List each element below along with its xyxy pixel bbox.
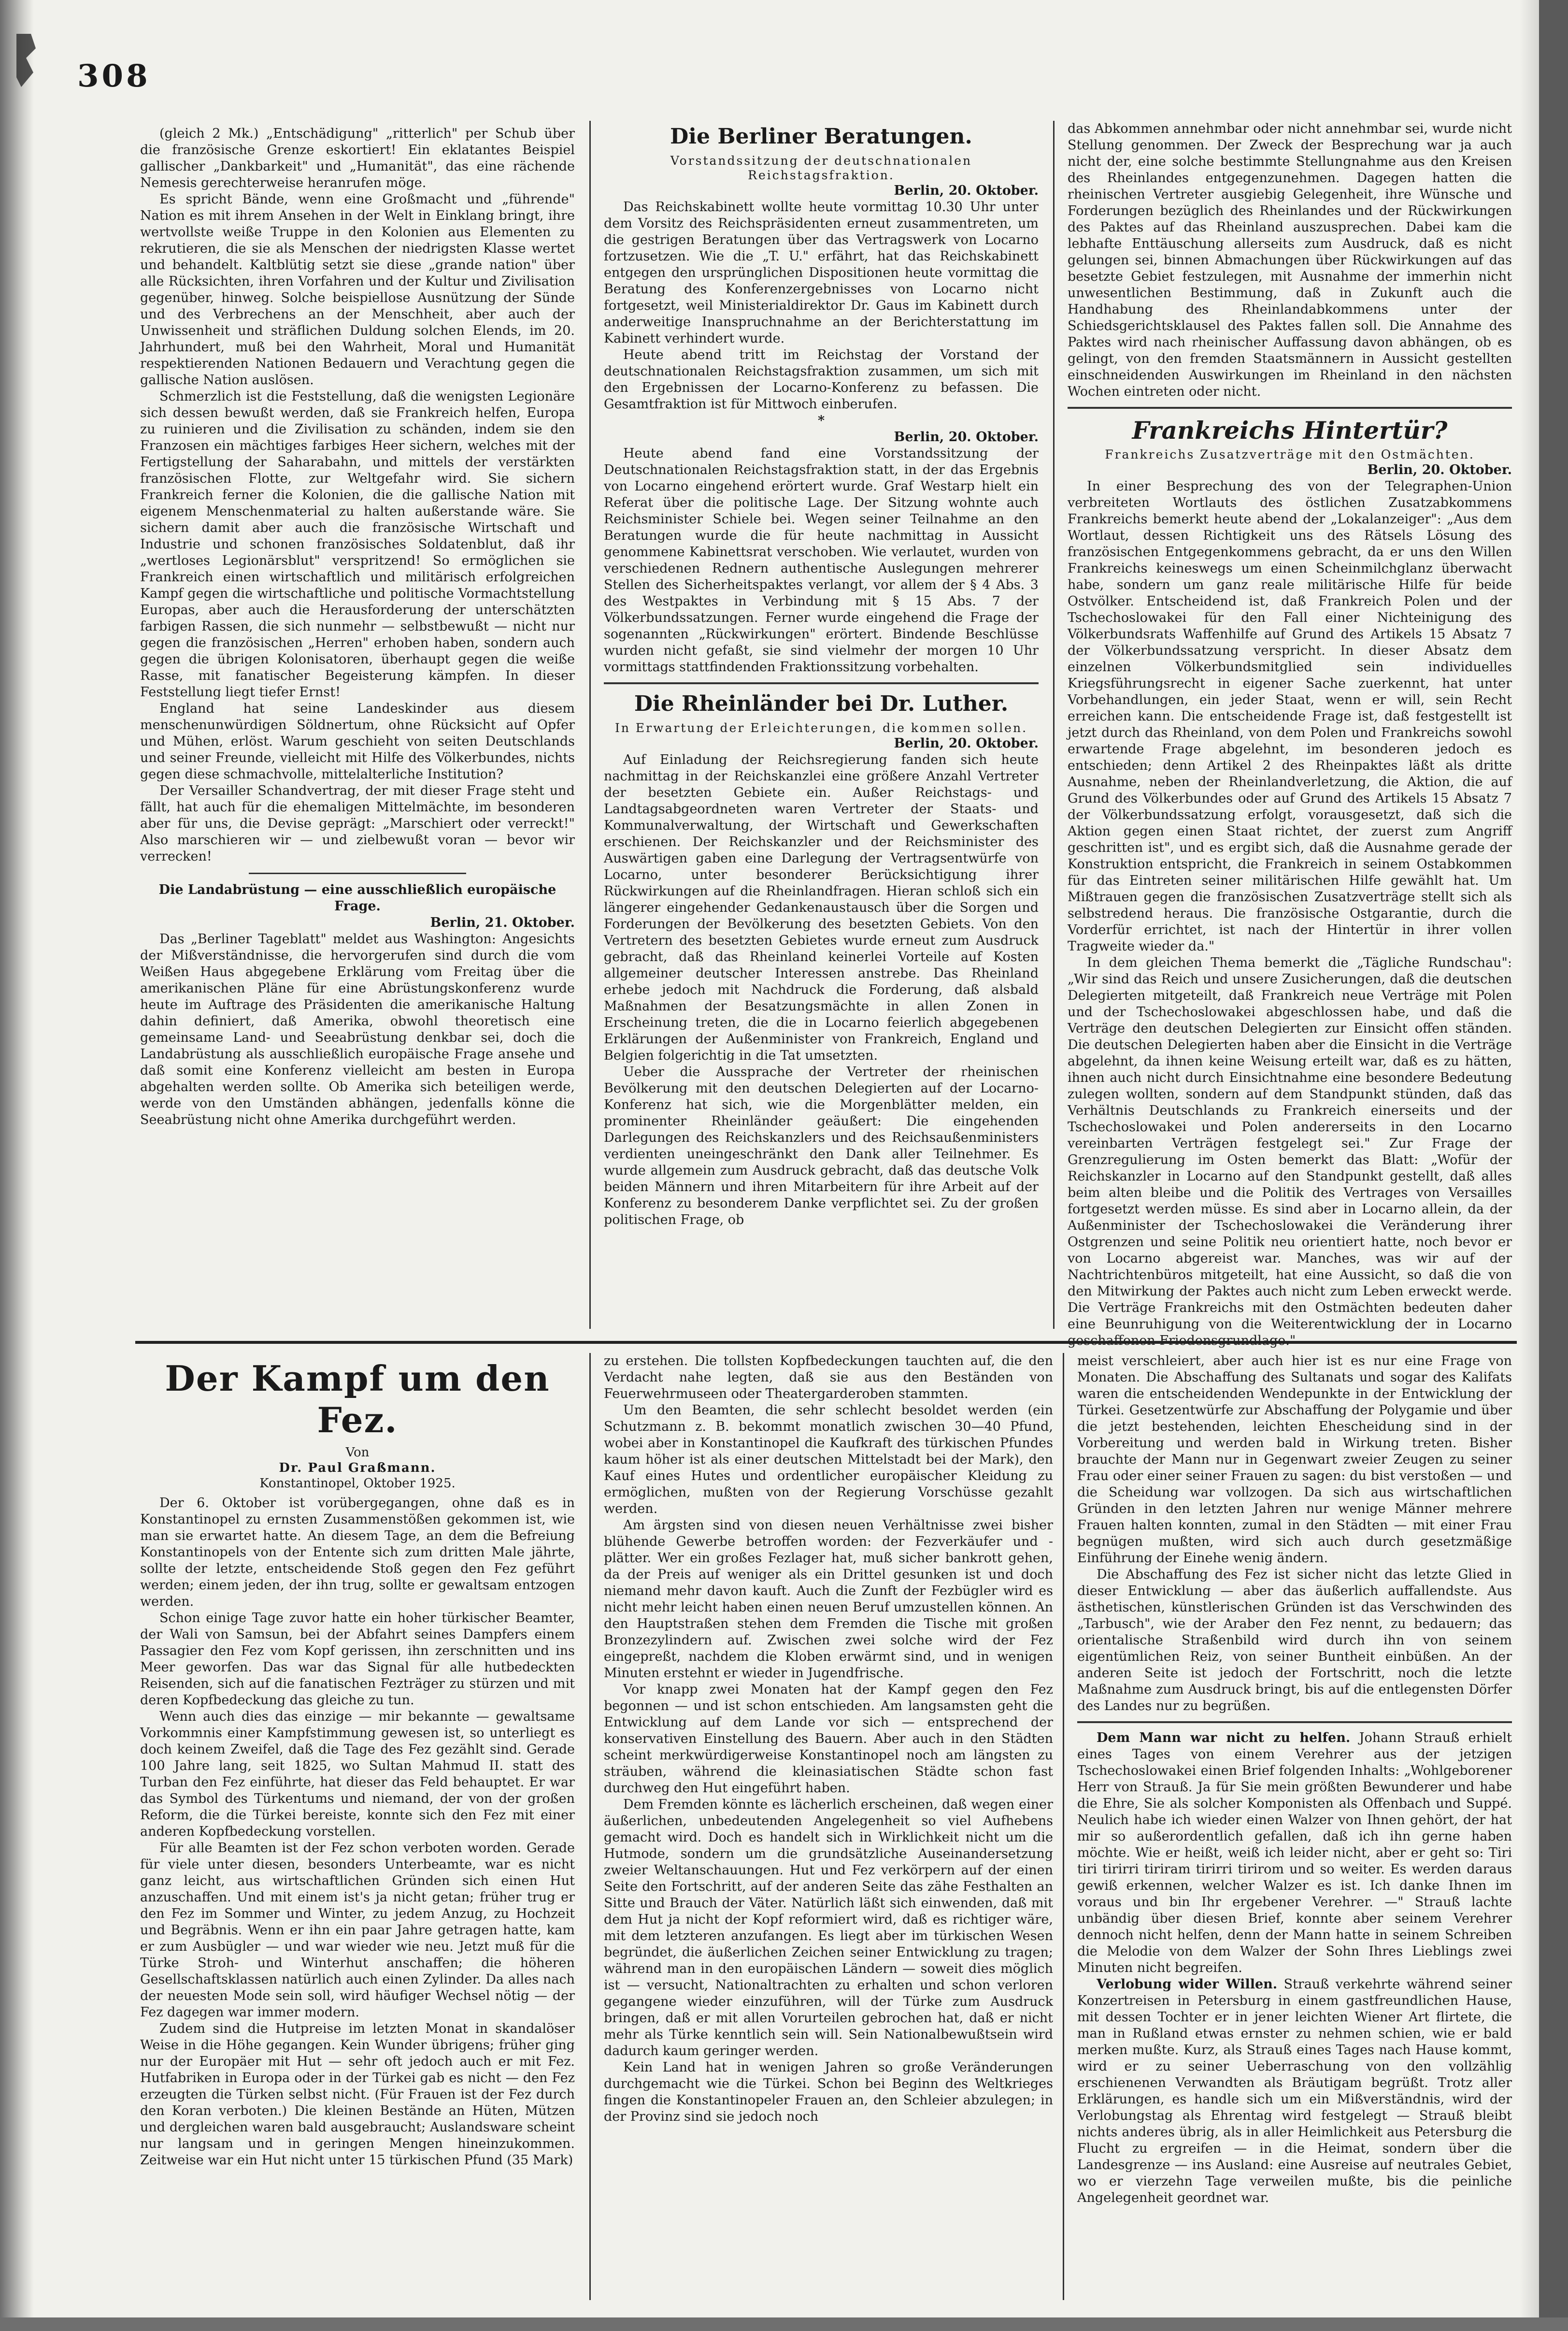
paragraph: In dem gleichen Thema bemerkt die „Tägliche Rundschau": „Wir sind das Reich und unsere Zusicherungen, daß die deutschen Delegierten mitgeteilt, daß Frankreich neue Verträge mit Polen und der Tschechoslowakei abgeschlossen habe, und daß die Verträge den deutschen Delegierten zur Einsicht offen ständen. Die deutschen Delegierten haben aber die Einsicht in die Verträge abgelehnt, da ihnen keine Weisung erteilt war, daß es zu hätten, ihnen auch nicht durch Einsichtnahme eine besondere Bedeutung zulegen wollten, sondern auf dem Standpunkt stünden, daß das Verhältnis Deutschlands zu Frankreich einerseits und der Tschechoslowakei und Polen andererseits in den Locarno vereinbarten Verträgen festgelegt sei." Zur Frage der Grenzregulierung im Osten bemerkt das Blatt: „Wofür der Reichskanzler in Locarno auf den Standpunkt gestellt, daß alles beim alten bleibe und die Politik des Vertrages von Versailles fortgesetzt werden müsse. Es sind aber in Locarno allein, da der Außenminister der Tschechoslowakei die Veränderung ihrer Ostgrenzen und seine Politik neu orientiert hatte, noch bevor er von Locarno abgereist war. Manches, was wir auf der Nachtrichtenbüros mitgeteilt, hat eine Aussicht, so daß die von den Mitwirkung der Paktes auch nicht zum Leben erweckt werde. Die Verträge Frankreichs mit den Ostmächten bedeuten daher eine Beunruhigung von die Weiterentwicklung der in Locarno	[1068, 955, 1512, 1332]
anecdote-text: Johann Strauß erhielt eines Tages von einem Verehrer aus der jetzigen Tschechoslowakei einen Brief folgenden Inhalts: „Wohlgeborener Herr von Strauß. Ja für Sie mein größten Bewunderer und habe die Ehre, Sie als solcher Komponisten als Offenbach und Suppé. Neulich habe ich wieder einen Walzer von Ihnen gehört, der hat mir so außerordentlich gefallen, daß ich ihn gerne haben möchte. Wie er heißt, weiß ich leider nicht, aber er geht so: Tiri tiri tirirri tiriram tirirri tirirom und so weiter. Es werden daraus gewiß erkennen, welcher Walzer es ist. Ich danke Ihnen im voraus und bin Ihr ergebener Verehrer. —" Strauß lachte unbändig über diesen Brief, konnte aber seinem Verehrer dennoch nicht helfen, denn der Mann hatte in seinem Schreiben die Melodie von dem Walzer der Sohn Ihres Lieblings zwei Minuten nicht begreifen.	[1077, 1730, 1512, 1975]
fez-column-2	[604, 1353, 1053, 2310]
paragraph: Das „Berliner Tageblatt" meldet aus Washington: Angesichts der Mißverständnisse, die hervorgerufen sind durch die vom Weißen Haus abgegebene Erklärung vom Freitag über die amerikanischen Pläne für eine Abrüstungskonferenz wurde heute im Auftrage des Präsidenten die amerikanische Haltung dahin definiert, daß Amerika, obwohl theoretisch eine gemeinsame Land- und Seeabrüstung denkbar sei, doch die Landabrüstung als ausschließlich europäische Frage ansehe und daß somit eine Konferenz vielleicht am besten in Europa abgehalten werden sollte. Ob Amerika sich beteiligen werde, werde von den Umständen abhängen, jedenfalls könne die Seeabrüstung nicht ohne Amerika durchgeführt werden.	[140, 932, 575, 1127]
paragraph: (gleich 2 Mk.) „Entschädigung" „ritterlich" per Schub über die französische Grenze eskortiert! Ein eklatantes Beispiel gallischer „Dankbarkeit" und „Humanität", das eine rächende Nemesis gerechterweise heranrufen möge.	[140, 126, 575, 190]
anecdote-text: Strauß verkehrte während seiner Konzertreisen in Petersburg in einem gastfreundlichen Hause, mit dessen Tochter er in jener leichten Wiener Art flirtete, die man in Rußland etwas ernster zu nehmen schien, wie er bald merken mußte. Kurz, als Strauß eines Tages nach Hause kommt, wird er zu seiner Ueberraschung von den vollzählig erschienenen Verwandten als Bräutigam begrüßt. Trotz aller Erklärungen, es handle sich um ein Mißverständnis, wird der Verlobungstag als Ehrentag wird festgelegt — Strauß bleibt nichts anderes übrig, als in aller Heimlichkeit aus Petersburg die Flucht zu ergreifen — in die Heimat, sondern über die Landesgrenze — ins Ausland: eine Ausreise auf neutrales Gebiet, wo er vierzehn Tage verweilen mußte, bis die peinliche Angelegenheit geordnet war.	[1077, 1977, 1512, 2205]
right-column-top	[1068, 121, 1512, 1338]
section-rule	[135, 1341, 1517, 1344]
anecdote-title: Verlobung wider Willen.	[1097, 1977, 1278, 1992]
column-rule	[589, 121, 591, 1329]
scan-right-edge	[1539, 0, 1568, 2331]
place-date: Konstantinopel, Oktober 1925.	[259, 1476, 456, 1491]
paragraph: Für alle Beamten ist der Fez schon verboten worden. Gerade für viele unter diesen, besonders Unterbeamte, war es nicht ganz leicht, aus wirtschaftlichen Gründen sich einen Hut anzuschaffen. Und mit einem ist's ja nicht getan; früher trug er den Fez im Sommer und Winter, zu jedem Anzug, zu Hochzeit und Begräbnis. Wenn er ihn ein paar Jahre getragen hatte, kam er zum Ausbügler — und war wieder wie neu. Jetzt muß für die Türke Stroh- und Winterhut anschaffen; die höheren Gesellschaftsklassen natürlich auch einen Zylinder. Da alles nach der neuesten Mode sein soll, wird häufiger Wechsel nötig — der Fez dagegen war immer modern.	[140, 1841, 575, 2020]
article-headline: Die Berliner Beratungen.	[670, 124, 972, 149]
paragraph: In einer Besprechung des von der Telegraphen-Union verbreiteten Wortlauts des östlichen Zusatzabkommens Frankreichs bemerkt heute abend der „Lokalanzeiger": „Aus dem Wortlaut, dessen Richtigkeit uns des Rätsels Lösung des französischen Entgegenkommens gebracht, da er uns den Willen Frankreichs keineswegs um einen Scheinmilchglanz überwacht habe, sondern um ganz reale militärische Hilfe für beide Ostvölker. Entscheidend ist, daß Frankreich Polen und der Tschechoslowakei für den Fall einer Nichteinigung des Völkerbundsrats Waffenhilfe auf Grund des Artikels 15 Absatz 7 der Völkerbundssatzung verspricht. In dieser Absatz dem einzelnen Völkerbundsmitglied sein individuelles Kriegsführungsrecht in eigener Sache zuerkennt, hat unter Vorbehandlungen, ein jeder Staat, wenn er will, sein Recht erreichen kann. Die entscheidende Frage ist, daß festgestellt ist jetzt durch das Rheinland, von dem Polen und Frankreichs sowohl erwartende Frage abgelehnt, im besonderen jedoch es entschieden; denn Artikel 2 des Rheinpaktes läßt als dritte Ausnahme, neben der Rheinlandverletzung, die Aktion, die auf Grund des Völkerbundes oder auf Grund des Artikels 15 Absatz 7 der Völkerbundssatzung erfolgt, vorausgesetzt, daß sich die Aktion gegen einen Staat richtet, der zuerst zum Angriff geschritten ist", und es ergibt sich, daß die Ausnahme gerade der Konstruktion entspricht, die Frankreich in seinem Ostabkommen für das Eintreten seiner militärischen Hilfe gewählt hat. Um Mißtrauen gegen die französischen Zusatzverträge stellt sich als selbstredend heraus. Die französische Ostgarantie, durch die Vorderfür errichtet, ist nach der Hintertür in ihrer vollen Tragweite wieder da."	[1068, 479, 1512, 954]
paragraph: das Abkommen annehmbar oder nicht annehmbar sei, wurde nicht Stellung genommen. Der Zweck der Besprechung war ja auch nicht der, eine solche bestimmte Stellungnahme aus den Kreisen des Rheinlandes entgegenzunehmen. Dagegen hatten die rheinischen Vertreter ausgiebig Gelegenheit, ihre Wünsche und Forderungen bezüglich des Rheinlandes und der Rückwirkungen des Paktes auf das Rheinland auszusprechen. Dabei kam die lebhafte Enttäuschung allerseits zum Ausdruck, daß es nicht gelungen sei, binnen Abmachungen über Rückwirkungen auf das besetzte Gebiet festzulegen, mit Ausnahme der immerhin nicht unwesentlichen Bestimmung, daß in Zukunft auch die Handhabung des Rheinlandabkommens unter der Schiedsgerichtsklausel des Paktes fallen soll. Die Annahme des Paktes wird nach rheinischer Auffassung davon abhängen, ob es gelingt, von den fremden Staatsmännern in Aussicht gestellten einschneidenden Auswirkungen im Rheinland in den nächsten Wochen eintreten oder nicht.	[1068, 121, 1512, 399]
dateline: Berlin, 21. Oktober.	[430, 915, 575, 930]
dateline: Berlin, 20. Oktober.	[1367, 462, 1512, 477]
column-rule	[1053, 121, 1055, 1329]
article-headline: Die Rheinländer bei Dr. Luther.	[634, 691, 1009, 716]
column-rule	[1063, 1353, 1064, 2300]
paragraph: Auf Einladung der Reichsregierung fanden sich heute nachmittag in der Reichskanzlei eine größere Anzahl Vertreter der besetzten Gebiete ein. Außer Reichstags- und Landtagsabgeordneten waren Vertreter der Staats- und Kommunalverwaltung, der Wirtschaft und Gewerkschaften erschienen. Der Reichskanzler und der Reichsminister des Auswärtigen gaben eine Darlegung der Vertragsentwürfe von Locarno, unter besonderer Berücksichtigung ihrer Rückwirkungen auf die Rheinlandfragen. Hieran schloß sich ein längerer eingehender Gedankenaustausch über die Sorgen und Forderungen der Bevölkerung des besetzten Gebiets. Von den Vertretern des besetzten Gebietes wurde erneut zum Ausdruck gebracht, daß das Rheinland keinerlei Vorteile auf Kosten allgemeiner deutscher Interessen anstrebe. Das Rheinland erhebe jedoch mit Nachdruck die Forderung, daß alsbald Maßnahmen der Besatzungsmächte in allen Zonen in Erscheinung treten, die die in Locarno feierlich abgegebenen Erklärungen der Außenminister von Frankreich, England und Belgien folgerichtig in die Tat umsetzten.	[604, 752, 1039, 1063]
paragraph: Vor knapp zwei Monaten hat der Kampf gegen den Fez begonnen — und ist schon entschieden. Am langsamsten geht die Entwicklung auf dem Lande vor sich — entsprechend der konservativen Einstellung des Bauern. Aber auch in den Städten scheint merkwürdigerweise Konstantinopel noch am längsten zu sträuben, während die kleinasiatischen Städte schon fast durchweg den Hut eingeführt haben.	[604, 1682, 1053, 1796]
paragraph: meist verschleiert, aber auch hier ist es nur eine Frage von Monaten. Die Abschaffung des Sultanats und sogar des Kalifats waren die entscheidenden Wendepunkte in der Entwicklung der Türkei. Gesetzentwürfe zur Abschaffung der Polygamie und über die jetzt bestehenden, leichten Ehescheidung sind in der Vorbereitung und werden bald in Wirkung treten. Bisher brauchte der Mann nur in Gegenwart zweier Zeugen zu seiner Frau oder einer seiner Frauen zu sagen: du bist verstoßen — und die Scheidung war vollzogen. Da sich aus wirtschaftlichen Gründen in den letzten Jahren nur wenige Männer mehrere Frauen halten konnten, zumal in den Städten — mit einer Frau begnügen mußten, wird sich auch durch gesetzmäßige Einführung der Einehe wenig ändern.	[1077, 1353, 1512, 1566]
paragraph: Der Versailler Schandvertrag, der mit dieser Frage steht und fällt, hat auch für die ehemaligen Mittelmächte, im besonderen aber für uns, die Devise geprägt: „Marschiert oder verreckt!" Also marschieren wir — und zielbewußt voran — bevor wir verrecken!	[140, 783, 575, 864]
paragraph: Schmerzlich ist die Feststellung, daß die wenigsten Legionäre sich dessen bewußt werden, daß sie Frankreich helfen, Europa zu ruinieren und die Zivilisation zu schänden, indem sie den Franzosen ein mächtiges farbiges Heer sichern, welches mit der Fertigstellung der Saharabahn, und mittels der verstärkten französischen Flotte, zur Weltgefahr wird. Sie sichern Frankreich ferner die Kolonien, die die gallische Nation mit eigenem Menschenmaterial zu halten außerstande wäre. Sie sichern damit aber auch die französische Wirtschaft und Industrie und schonen französisches Soldatenblut, daß ihr „wertloses Legionärsblut" verspritzend! So ermöglichen sie Frankreich einen wirtschaftlich und militärisch erfolgreichen Kampf gegen die wirtschaftliche und politische Vormachtstellung Europas, aber auch die Herausforderung der unterschätzten farbigen Rassen, die sich nunmehr — selbstbewußt — nicht nur gegen die französischen „Herren" erhoben haben, sondern auch gegen die übrigen Kolonisatoren, überhaupt gegen die weiße Rasse, mit fanatischer Begeisterung kämpfen. In dieser Feststellung liegt tiefer Ernst!	[140, 389, 575, 700]
scan-bottom-edge	[0, 2317, 1568, 2331]
paragraph: Es spricht Bände, wenn eine Großmacht und „führende" Nation es mit ihrem Ansehen in der Welt in Einklang bringt, ihre wertvollste weiße Truppe in den Kolonien aus Elementen zu rekrutieren, die sie als Menschen der niedrigsten Klasse wertet und behandelt. Kaltblütig setzt sie diese „grande nation" über alle Rücksichten, ihren Vorfahren und der Kultur und Zivilisation gegenüber, hinweg. Solche beispiellose Ausnützung der Sünde und des Verbrechens an der Menschheit, aber auch der Unwissenheit und sträflichen Duldung solchen Elends, im 20. Jahrhundert, muß bei den Wahrheit, Moral und Humanität respektierenden Nationen Bedauern und Verachtung gegen die gallische Nation auslösen.	[140, 192, 575, 388]
paragraph: Heute abend fand eine Vorstandssitzung der Deutschnationalen Reichstagsfraktion statt, in der das Ergebnis von Locarno eingehend erörtert wurde. Graf Westarp hielt ein Referat über die politische Lage. Der Sitzung wohnte auch Reichsminister Schiele bei. Wegen seiner Teilnahme an den Beratungen wurde die für heute nachmittag in Aussicht genommene Kabinettsrat verschoben. Wie verlautet, wurden von verschiedenen Rednern authentische Auslegungen mehrerer Stellen des Sicherheitspaktes verlangt, vor allem der § 4 Abs. 3 des Westpaktes in Verbindung mit § 15 Abs. 7 der Völkerbundssatzungen. Ferner wurde eingehend die Frage der sogenannten „Rückwirkungen" erörtert. Bindende Beschlüsse wurden nicht gefaßt, sie sind vielmehr der morgen 10 Uhr vormittags stattfindenden Fraktionssitzung vorbehalten.	[604, 446, 1039, 675]
scan-right-shading	[1520, 0, 1539, 2331]
feature-headline: Der Kampf um den Fez.	[165, 1358, 550, 1440]
left-column-top	[140, 126, 575, 1266]
paragraph: Am ärgsten sind von diesen neuen Verhältnisse zwei bisher blühende Gewerbe betroffen worden: der Fezverkäufer und -plätter. Wer ein großes Fezlager hat, muß sicher bankrott gehen, da der Preis auf weniger als ein Drittel gesunken ist und doch niemand mehr davon kauft. Auch die Zunft der Fezbügler wird es nicht mehr leicht haben einen neuen Beruf umzustellen können. An den Hauptstraßen stehen dem Fremden die Tische mit großen Bronzezylindern auf. Zwischen zwei solche wird der Fez eingepreßt, nachdem die Kloben erwärmt sind, und in wenigen Minuten erstehnt er wieder in Jugendfrische.	[604, 1518, 1053, 1681]
paragraph: Die Abschaffung des Fez ist sicher nicht das letzte Glied in dieser Entwicklung — aber das äußerlich auffallendste. Aus ästhetischen, künstlerischen Gründen ist das Verschwinden des „Tarbusch", wie der Araber den Fez nennt, zu bedauern; das orientalische Straßenbild wird durch ihn von seinem eigentümlichen Reiz, von seiner Buntheit einbüßen. An der anderen Seite ist jedoch der Fortschritt, noch die letzte Maßnahme zum Ausdruck bringt, bis auf die entlegensten Dörfer des Landes nur zu begrüßen.	[1077, 1567, 1512, 1713]
dateline: Berlin, 20. Oktober.	[894, 183, 1039, 198]
divider	[1068, 407, 1512, 409]
dateline: Berlin, 20. Oktober.	[894, 430, 1039, 445]
column-rule	[589, 1353, 591, 2300]
paragraph: Kein Land hat in wenigen Jahren so große Veränderungen durchgemacht wie die Türkei. Schon bei Beginn des Weltkrieges fingen die Konstantinopeler Frauen an, den Schleier abzulegen; in der Provinz sind sie jedoch noch	[604, 2060, 1053, 2124]
paragraph: Der 6. Oktober ist vorübergegangen, ohne daß es in Konstantinopel zu ernsten Zusammenstößen gekommen ist, wie man sie erwartet hatte. An diesem Tage, an dem die Befreiung Konstantinopels von der Entente sich zum dritten Male jährte, sollte der letzte, entscheidende Stoß gegen den Fez geführt werden; einem jeden, der ihn trug, sollte er gewaltsam entzogen werden.	[140, 1496, 575, 1609]
byline-prefix: Von	[345, 1445, 370, 1460]
scan-left-shadow	[0, 0, 34, 2331]
paragraph: England hat seine Landeskinder aus diesem menschenunwürdigen Söldnertum, ohne Rücksicht auf Opfer und Mühen, erlöst. Warum geschieht von seiten Deutschlands und seiner Freunde, vielleicht mit Hilfe des Völkerbundes, nichts gegen diese schmachvolle, mittelalterliche Institution?	[140, 701, 575, 782]
paragraph: Um den Beamten, die sehr schlecht besoldet werden (ein Schutzmann z. B. bekommt monatlich zwischen 30—40 Pfund, wobei aber in Konstantinopel die Kaufkraft des türkischen Pfundes kaum höher ist als einer deutschen Mittelstadt bei der Mark), den Kauf eines Hutes und ordentlicher europäischer Kleidung zu ermöglichen, mußten von der Regierung Vorschüsse gezahlt werden.	[604, 1403, 1053, 1516]
divider	[249, 873, 466, 874]
paragraph: zu erstehen. Die tollsten Kopfbedeckungen tauchten auf, die den Verdacht nahe legten, daß sie aus den Beständen von Feuerwehrmuseen oder Theatergarderoben stammten.	[604, 1353, 1053, 1401]
page-number: 308	[77, 58, 151, 94]
paragraph: Dem Fremden könnte es lächerlich erscheinen, daß wegen einer äußerlichen, unbedeutenden Angelegenheit so viel Aufhebens gemacht wird. Doch es handelt sich in Wirklichkeit nicht um die Hutmode, sondern um die grundsätzliche Auseinandersetzung zweier Weltanschauungen. Hut und Fez verkörpern auf der einen Seite den Fortschritt, auf der anderen Seite das zähe Festhalten an Sitte und Brauch der Väter. Natürlich läßt sich einwenden, daß mit dem Hut ja nicht der Kopf reformiert wird, daß es richtiger wäre, mit dem letzteren anzufangen. Es liegt aber im türkischen Wesen begründet, die äußerlichen Zeichen seiner Entwicklung zu tragen; während man in den europäischen Ländern — soweit dies möglich ist — versucht, Nationaltrachten zu erhalten und schon verloren gegangene wieder einzuführen, will der Türke zum Ausdruck bringen, daß er mit allen Vorurteilen gebrochen hat, daß er nicht mehr als Türke kenntlich sein will. Sein Nationalbewußtsein wird dadurch kaum geringer werden.	[604, 1797, 1053, 2058]
paragraph: Heute abend tritt im Reichstag der Vorstand der deutschnationalen Reichstagsfraktion zusammen, um sich mit den Ergebnissen der Locarno-Konferenz zu befassen. Die Gesamtfraktion ist für Mittwoch einberufen.	[604, 347, 1039, 412]
paragraph: Das Reichskabinett wollte heute vormittag 10.30 Uhr unter dem Vorsitz des Reichspräsidenten erneut zusammentreten, um die gestrigen Beratungen über das Vertragswerk von Locarno fortzusetzen. Wie die „T. U." erfährt, hat das Reichskabinett entgegen den ursprünglichen Dispositionen heute vormittag die Beratung des Konferenzergebnisses von Locarno nicht fortgesetzt, weil Ministerialdirektor Dr. Gaus im Kabinett durch anderweitige Inanspruchnahme an der Berichterstattung im Kabinett verhindert wurde.	[604, 200, 1039, 346]
anecdote	[1077, 1976, 1512, 2206]
byline-author: Dr. Paul Graßmann.	[279, 1461, 436, 1475]
article-subheadline: Vorstandssitzung der deutschnationalen Reichstagsfraktion.	[670, 154, 972, 182]
separator-star: *	[817, 413, 825, 428]
paragraph: Wenn auch dies das einzige — mir bekannte — gewaltsame Vorkommnis einer Kampfstimmung gewesen ist, so unterliegt es doch keinem Zweifel, daß die Tage des Fez gezählt sind. Gerade 100 Jahre lang, seit 1825, wo Sultan Mahmud II. statt des Turban den Fez einführte, hat dieser das Feld behauptet. Er war das Symbol des Türkentums und niemand, der von der großen Reform, die die Türkei bereiste, konnte sich den Fez mit einer anderen Kopfbedeckung vorstellen.	[140, 1709, 575, 1839]
divider	[604, 682, 1039, 684]
binding-stamp-icon	[12, 29, 41, 97]
paragraph: Schon einige Tage zuvor hatte ein hoher türkischer Beamter, der Wali von Samsun, bei der Abfahrt seines Dampfers einem Passagier den Fez vom Kopf gerissen, ihn zerschnitten und ins Meer geworfen. Das war das Signal für alle hutbedeckten Reisenden, sich auf die fanatischen Fezträger zu stürzen und mit deren Kopfbedeckung das gleiche zu tun.	[140, 1611, 575, 1708]
article-headline: Frankreichs Hintertür?	[1132, 416, 1448, 445]
paragraph: Ueber die Aussprache der Vertreter der rheinischen Bevölkerung mit den deutschen Delegierten auf der Locarno-Konferenz hat sich, wie die Morgenblätter melden, ein prominenter Rheinländer geäußert: Die eingehenden Darlegungen des Reichskanzlers und des Reichsaußenministers verdienten uneingeschränkt den Dank aller Teilnehmer. Es wurde allgemein zum Ausdruck gebracht, daß das deutsche Volk beiden Männern und ihren Mitarbeitern für ihre Arbeit auf der Konferenz zu besonderem Danke verpflichtet sei. Zu der großen politischen Frage, ob	[604, 1065, 1039, 1227]
article-title: Die Landabrüstung — eine ausschließlich europäische Frage.	[158, 882, 556, 914]
dateline: Berlin, 20. Oktober.	[894, 736, 1039, 751]
middle-column-top	[604, 121, 1039, 1338]
fez-column-1	[140, 1353, 575, 2310]
paragraph: Zudem sind die Hutpreise im letzten Monat in skandalöser Weise in die Höhe gegangen. Kein Wunder übrigens; früher ging nur der Europäer mit Hut — sehr oft jedoch auch er mit Fez. Hutfabriken in Europa oder in der Türkei gab es nicht — den Fez erzeugten die Türken selbst nicht. (Für Frauen ist der Fez durch den Koran verboten.) Die kleinen Bestände an Hüten, Mützen und dergleichen waren bald ausgebraucht; Auslandsware scheint nur langsam und in geringen Mengen hineinzukommen. Zeitweise war ein Hut nicht unter 15 türkischen Pfund (35 Mark)	[140, 2021, 575, 2168]
article-subheadline: Frankreichs Zusatzverträge mit den Ostmächten.	[1105, 447, 1475, 461]
anecdote-title: Dem Mann war nicht zu helfen.	[1097, 1730, 1351, 1745]
fez-column-3	[1077, 1353, 1512, 2310]
anecdote	[1077, 1730, 1512, 1976]
divider	[1077, 1721, 1512, 1723]
article-subheadline: In Erwartung der Erleichterungen, die kommen sollen.	[614, 721, 1028, 735]
